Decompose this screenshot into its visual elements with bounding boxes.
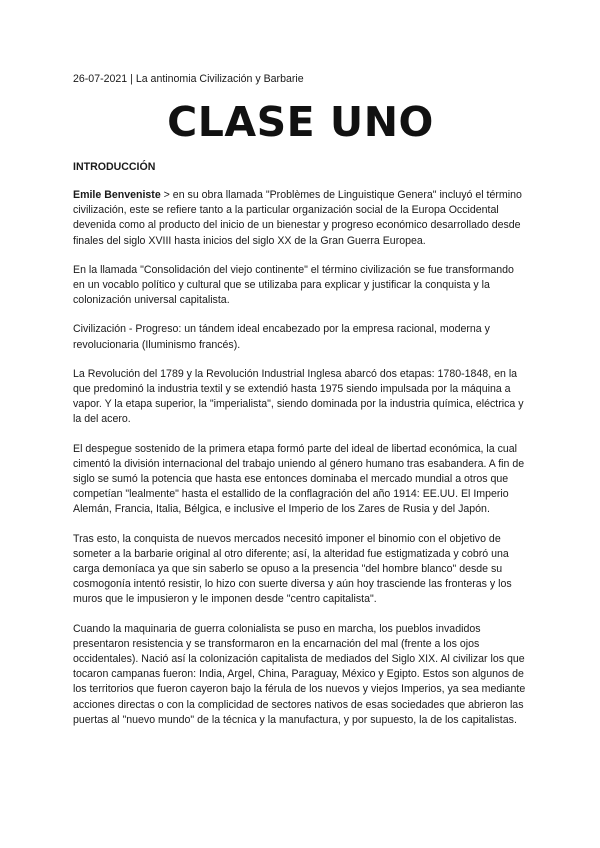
intro-author: Emile Benveniste bbox=[73, 189, 161, 201]
section-heading: INTRODUCCIÓN bbox=[73, 161, 156, 173]
intro-paragraph bbox=[73, 188, 528, 249]
paragraph: Tras esto, la conquista de nuevos mercados necesitó imponer el binomio con el objetivo de someter a la barbarie original al otro diferente; así, la alteridad fue estigmatizada y cobró una carga demoníaca ya que sin saberlo se opuso a la presencia "del hombre blanco" desde su cosmogonía intentó resistir, lo hizo con suerte diversa y aún hoy trasciende las fronteras y los muros que le impusieron y le imponen desde "centro capitalista". bbox=[73, 532, 512, 606]
page-title: CLASE UNO bbox=[167, 98, 434, 146]
document-header: 26-07-2021 | La antinomia Civilización y Barbarie bbox=[73, 73, 304, 85]
paragraph: En la llamada "Consolidación del viejo continente" el término civilización se fue transformando en un vocablo político y cultural que se utilizaba para explicar y justificar la conquista y la colonización universal capitalista. bbox=[73, 263, 514, 307]
document-page bbox=[73, 72, 528, 728]
paragraph: El despegue sostenido de la primera etapa formó parte del ideal de libertad económica, la cual cimentó la división internacional del trabajo uniendo al género humano tras esabandera. A fin de siglo se sumó la potencia que hasta ese entonces dominaba el mercado mundial a otros que competían "lealmente" hasta el estallido de la conflagración del año 1914: EE.UU. El Imperio Alemán, Francia, Italia, Bélgica, e inclusive el Imperio de los Zares de Rusia y del Japón. bbox=[73, 442, 525, 516]
paragraph: La Revolución del 1789 y la Revolución Industrial Inglesa abarcó dos etapas: 1780-1848, en la que predominó la industria textil y se extendió hasta 1975 siendo impulsada por la máquina a vapor. Y la etapa superior, la "imperialista", siendo dominada por la industria química, eléctrica y la del acero. bbox=[73, 367, 524, 426]
paragraph: Civilización - Progreso: un tándem ideal encabezado por la empresa racional, moderna y revolucionaria (Iluminismo francés). bbox=[73, 323, 490, 351]
paragraph: Cuando la maquinaria de guerra colonialista se puso en marcha, los pueblos invadidos presentaron resistencia y se transformaron en la encarnación del mal (frente a los ojos occidentales). Nació así la colonización capitalista de mediados del Siglo XIX. Al civilizar los que tocaron campanas fueron: India, Argel, China, Paraguay, México y Egipto. Estos son algunos de los territorios que fueron cayeron bajo la férula de los nuevos y viejos Imperios, ya sea mediante acciones directas o con la complicidad de sectores nativos de esas sociedades que abrieron las puertas al "nuevo mundo" de la técnica y la manufactura, y por supuesto, la de los capitalistas. bbox=[73, 622, 526, 726]
intro-text: > en su obra llamada "Problèmes de Linguistique Genera" incluyó el término civilización, este se refiere tanto a la particular organización social de la Europa Occidental devenida como al producto del inicio de un bienestar y progreso económico desarrollado desde finales del siglo XVIII hasta inicios del siglo XX de la Gran Guerra Europea. bbox=[73, 189, 522, 247]
